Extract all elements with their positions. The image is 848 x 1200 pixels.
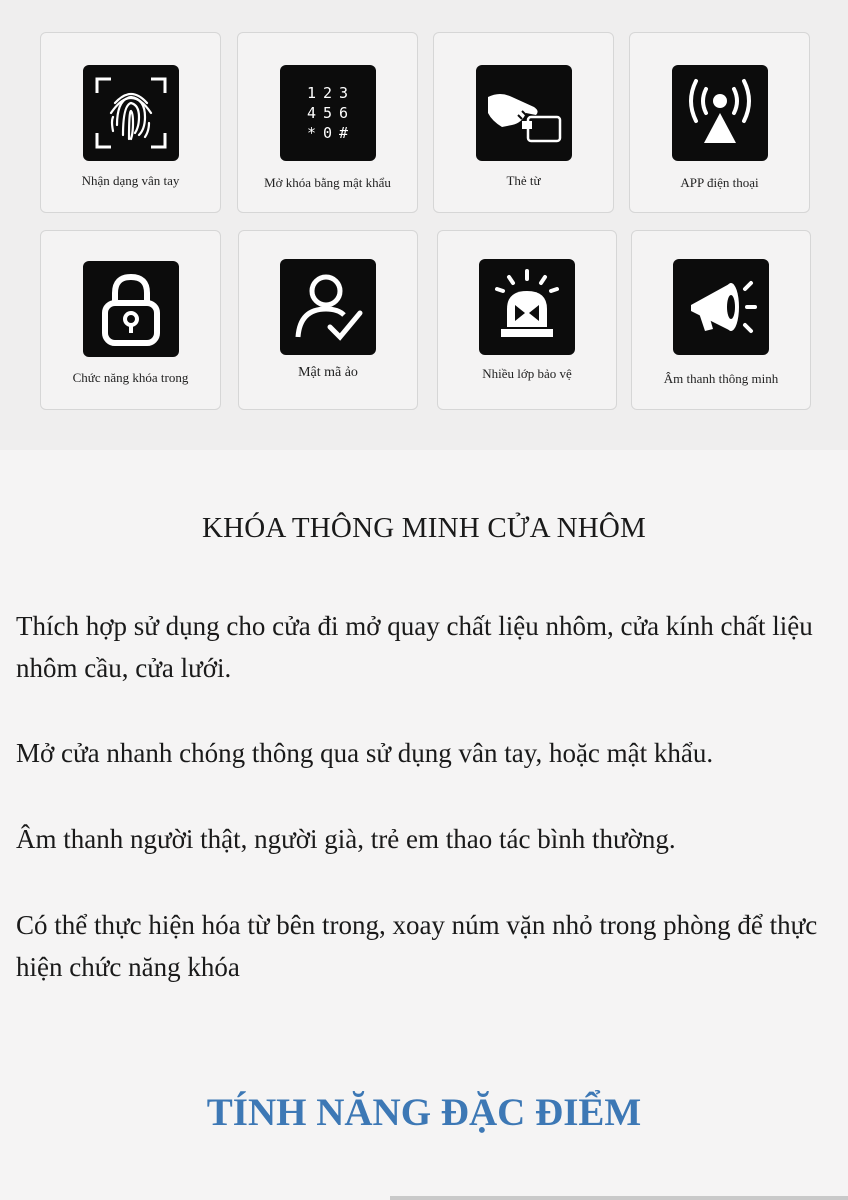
megaphone-icon <box>673 259 769 355</box>
feature-label: Nhận dạng vân tay <box>81 173 180 188</box>
keypad-key: 6 <box>338 104 349 122</box>
feature-label: Nhiều lớp bảo vệ <box>482 366 572 381</box>
keypad-key: 3 <box>338 84 349 102</box>
keypad-key: 5 <box>322 104 333 122</box>
feature-card-smart-sound <box>631 230 811 410</box>
keypad-key: 2 <box>322 84 333 102</box>
paragraph: Âm thanh người thật, người già, trẻ em thao tác bình thường. <box>16 824 676 854</box>
keypad-icon <box>280 65 376 161</box>
section-title: TÍNH NĂNG ĐẶC ĐIỂM <box>206 1091 642 1134</box>
keypad-key: 0 <box>322 124 333 142</box>
feature-label: Thẻ từ <box>506 173 541 188</box>
keypad-key: 4 <box>306 104 317 122</box>
feature-label: Mật mã ảo <box>298 365 358 380</box>
feature-label: Mở khóa bằng mật khẩu <box>264 175 391 190</box>
paragraph: Có thể thực hiện hóa từ bên trong, xoay núm vặn nhỏ trong phòng để thực hiện chức năng khóa <box>16 910 818 982</box>
paragraph: Thích hợp sử dụng cho cửa đi mở quay chất liệu nhôm, cửa kính chất liệu nhôm cầu, cửa lưới. <box>16 611 813 683</box>
fingerprint-icon <box>83 65 179 161</box>
feature-card-magnetic-card <box>433 32 614 213</box>
next-image-edge <box>390 1196 848 1200</box>
product-title: KHÓA THÔNG MINH CỬA NHÔM <box>201 512 647 544</box>
keypad-key: # <box>338 124 349 142</box>
card-swipe-icon <box>476 65 572 161</box>
feature-card-inner-lock <box>40 230 221 410</box>
keypad-key: * <box>306 124 317 142</box>
wireless-signal-icon <box>672 65 768 161</box>
feature-card-phone-app <box>629 32 810 213</box>
feature-card-virtual-password <box>238 230 418 410</box>
alarm-siren-icon <box>479 259 575 355</box>
padlock-icon <box>83 261 179 357</box>
paragraph: Mở cửa nhanh chóng thông qua sử dụng vân tay, hoặc mật khẩu. <box>16 738 714 768</box>
feature-label: Âm thanh thông minh <box>663 371 779 386</box>
feature-card-fingerprint <box>40 32 221 213</box>
feature-label: Chức năng khóa trong <box>72 370 189 385</box>
feature-panel <box>0 0 848 450</box>
user-check-icon <box>280 259 376 355</box>
keypad-key: 1 <box>306 84 317 102</box>
feature-card-keypad <box>237 32 418 213</box>
feature-label: APP điện thoại <box>680 175 759 190</box>
feature-card-multi-protection <box>437 230 617 410</box>
